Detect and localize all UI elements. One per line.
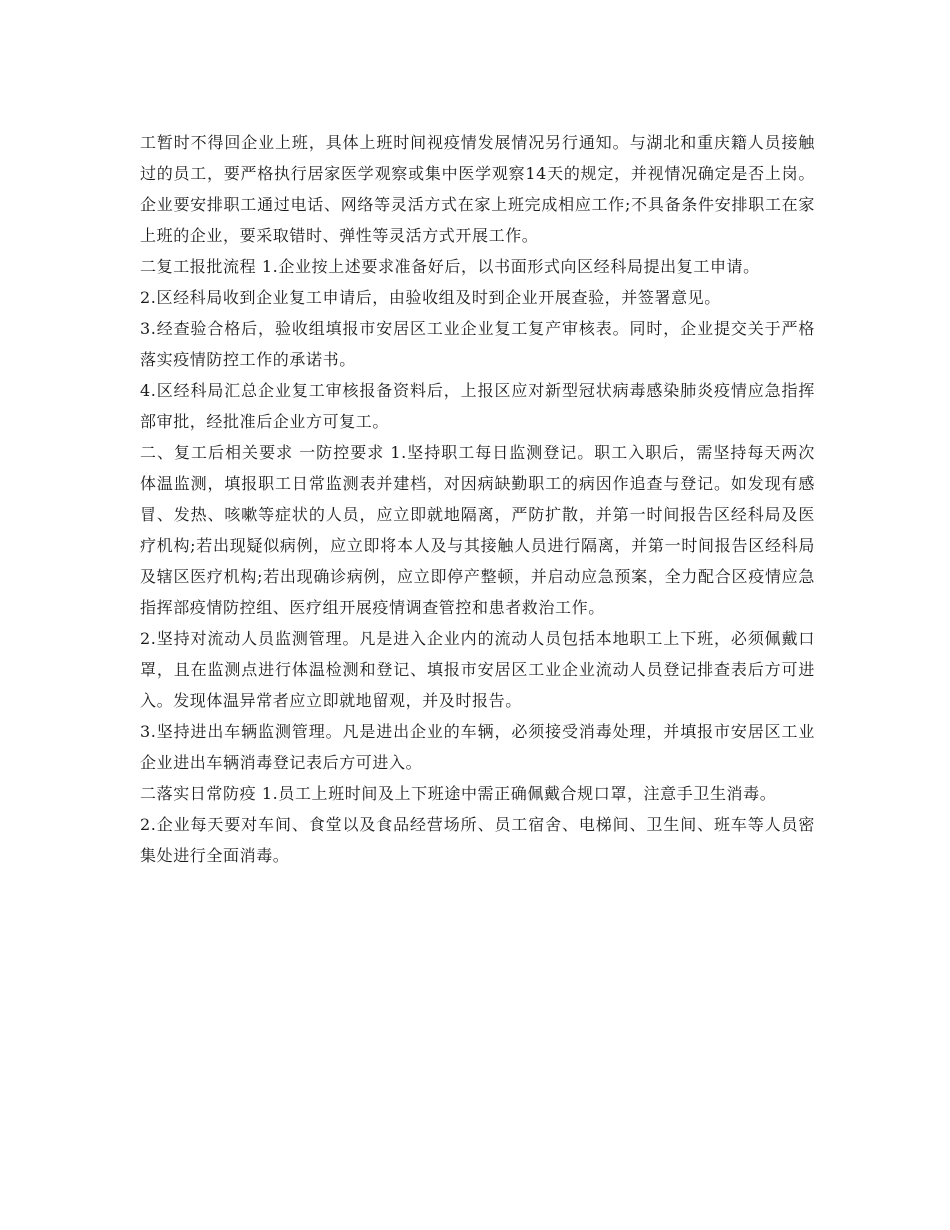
document-body: [140, 127, 815, 871]
paragraph-4: 3.经查验合格后，验收组填报市安居区工业企业复工复产审核表。同时，企业提交关于严格落实疫情防控工作的承诺书。: [140, 319, 815, 369]
paragraph-9: 二落实日常防疫 1.员工上班时间及上下班途中需正确佩戴合规口罩，注意手卫生消毒。: [140, 784, 777, 803]
paragraph-5: 4.区经科局汇总企业复工审核报备资料后，上报区应对新型冠状病毒感染肺炎疫情应急指挥部审批，经批准后企业方可复工。: [140, 381, 815, 431]
paragraph-3: 2.区经科局收到企业复工申请后，由验收组及时到企业开展查验，并签署意见。: [140, 288, 721, 307]
paragraph-10: 2.企业每天要对车间、食堂以及食品经营场所、员工宿舍、电梯间、卫生间、班车等人员密集处进行全面消毒。: [140, 815, 815, 865]
paragraph-8: 3.坚持进出车辆监测管理。凡是进出企业的车辆，必须接受消毒处理，并填报市安居区工业企业进出车辆消毒登记表后方可进入。: [140, 722, 815, 772]
paragraph-2: 二复工报批流程 1.企业按上述要求准备好后，以书面形式向区经科局提出复工申请。: [140, 257, 760, 276]
paragraph-6: 二、复工后相关要求 一防控要求 1.坚持职工每日监测登记。职工入职后，需坚持每天两次体温监测，填报职工日常监测表并建档，对因病缺勤职工的病因作追查与登记。如发现有感冒、发热、咳嗽等症状的人员，应立即就地隔离，严防扩散，并第一时间报告区经科局及医疗机构;若出现疑似病例，应立即将本人及与其接触人员进行隔离，并第一时间报告区经科局及辖区医疗机构;若出现确诊病例，应立即停产整顿，并启动应急预案，全力配合区疫情应急指挥部疫情防控组、医疗组开展疫情调查管控和患者救治工作。: [140, 443, 815, 617]
paragraph-1: 工暂时不得回企业上班，具体上班时间视疫情发展情况另行通知。与湖北和重庆籍人员接触过的员工，要严格执行居家医学观察或集中医学观察14天的规定，并视情况确定是否上岗。企业要安排职工通过电话、网络等灵活方式在家上班完成相应工作;不具备条件安排职工在家上班的企业，要采取错时、弹性等灵活方式开展工作。: [140, 133, 815, 245]
paragraph-7: 2.坚持对流动人员监测管理。凡是进入企业内的流动人员包括本地职工上下班，必须佩戴口罩，且在监测点进行体温检测和登记、填报市安居区工业企业流动人员登记排查表后方可进入。发现体温异常者应立即就地留观，并及时报告。: [140, 629, 815, 710]
